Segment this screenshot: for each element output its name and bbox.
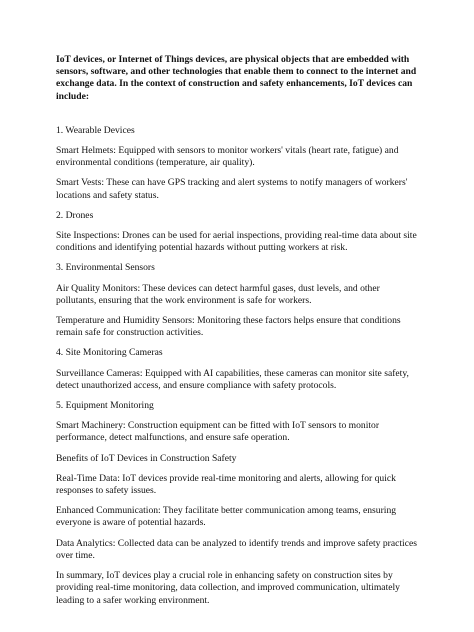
section-heading-wearable-devices: 1. Wearable Devices [56, 124, 135, 136]
section-heading-benefits: Benefits of IoT Devices in Construction Safety [56, 452, 237, 464]
paragraph-site-inspections: Site Inspections: Drones can be used for aerial inspections, providing real-time data about site conditions and identifying potential hazards without putting workers at risk. [56, 230, 417, 254]
paragraph-smart-machinery: Smart Machinery: Construction equipment can be fitted with IoT sensors to monitor performance, detect malfunctions, and ensure safe operation. [56, 420, 380, 444]
section-heading-site-monitoring-cameras: 4. Site Monitoring Cameras [56, 347, 163, 359]
intro-paragraph: IoT devices, or Internet of Things devices, are physical objects that are embedded with sensors, software, and other technologies that enable them to connect to the internet and exchange data. In the context of construction and safety enhancements, IoT devices can include: [56, 54, 417, 102]
paragraph-smart-helmets: Smart Helmets: Equipped with sensors to monitor workers' vitals (heart rate, fatigue) and environmental conditions (temperature, air quality). [56, 145, 399, 169]
section-heading-drones: 2. Drones [56, 209, 94, 221]
paragraph-enhanced-communication: Enhanced Communication: They facilitate better communication among teams, ensuring everyone is aware of potential hazards. [56, 505, 397, 529]
paragraph-data-analytics: Data Analytics: Collected data can be analyzed to identify trends and improve safety practices over time. [56, 537, 417, 561]
paragraph-smart-vests: Smart Vests: These can have GPS tracking and alert systems to notify managers of workers' locations and safety status. [56, 177, 408, 201]
paragraph-air-quality-monitors: Air Quality Monitors: These devices can detect harmful gases, dust levels, and other pollutants, ensuring that the work environment is safe for workers. [56, 282, 380, 306]
section-heading-environmental-sensors: 3. Environmental Sensors [56, 262, 155, 274]
section-heading-equipment-monitoring: 5. Equipment Monitoring [56, 400, 154, 412]
summary-paragraph: In summary, IoT devices play a crucial role in enhancing safety on construction sites by providing real-time monitoring, data collection, and improved communication, ultimately leading to a safer working environment. [56, 570, 400, 606]
paragraph-temperature-humidity-sensors: Temperature and Humidity Sensors: Monitoring these factors helps ensure that conditions remain safe for construction activities. [56, 315, 401, 339]
paragraph-surveillance-cameras: Surveillance Cameras: Equipped with AI capabilities, these cameras can monitor site safety, detect unauthorized access, and ensure compliance with safety protocols. [56, 367, 409, 391]
paragraph-real-time-data: Real-Time Data: IoT devices provide real-time monitoring and alerts, allowing for quick responses to safety issues. [56, 472, 396, 497]
